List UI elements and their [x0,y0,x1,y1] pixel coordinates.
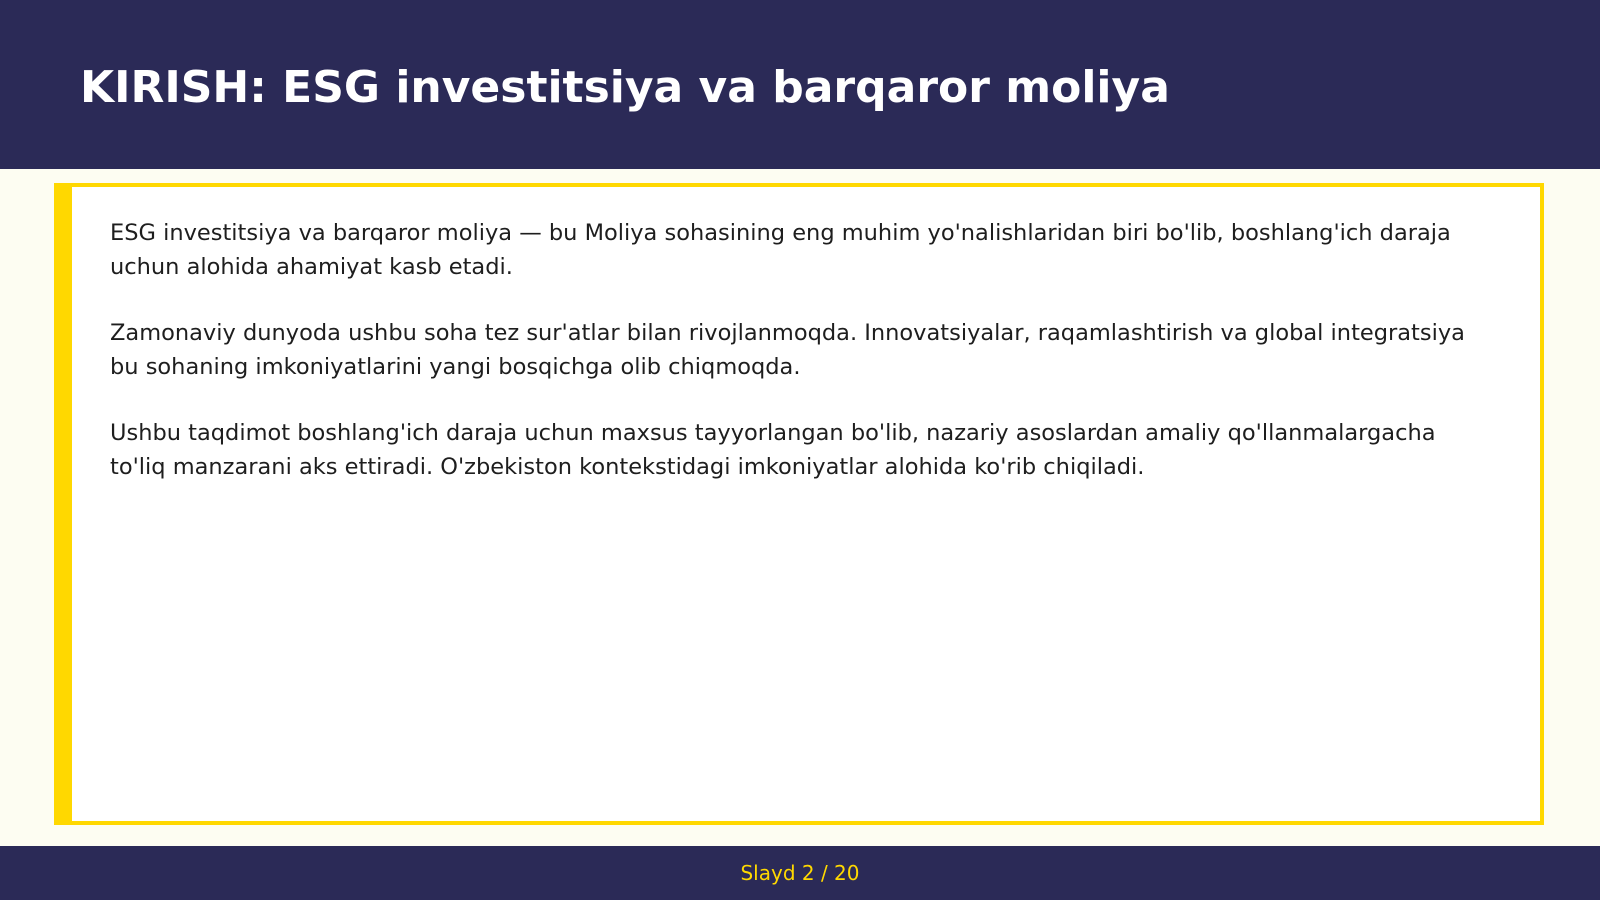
paragraph-intro: ESG investitsiya va barqaror moliya — bu Moliya sohasining eng muhim yo'nalishlaridan biri bo'lib, boshlang'ich daraja uchun alohida ahamiyat kasb etadi. [110,220,1451,280]
slide-title: KIRISH: ESG investitsiya va barqaror moliya [80,62,1170,113]
slide-header [0,0,1600,169]
slide-footer [0,846,1600,900]
slide-number: Slayd 2 / 20 [740,861,860,885]
paragraph-modern-world: Zamonaviy dunyoda ushbu soha tez sur'atlar bilan rivojlanmoqda. Innovatsiyalar, raqamlashtirish va global integratsiya bu sohaning imkoniyatlarini yangi bosqichga olib chiqmoqda. [110,320,1465,380]
content-box [54,183,1544,825]
paragraph-presentation-scope: Ushbu taqdimot boshlang'ich daraja uchun maxsus tayyorlangan bo'lib, nazariy asoslardan amaliy qo'llanmalargacha to'liq manzarani aks ettiradi. O'zbekiston kontekstidagi imkoniyatlar alohida ko'rib chiqiladi. [110,420,1436,480]
